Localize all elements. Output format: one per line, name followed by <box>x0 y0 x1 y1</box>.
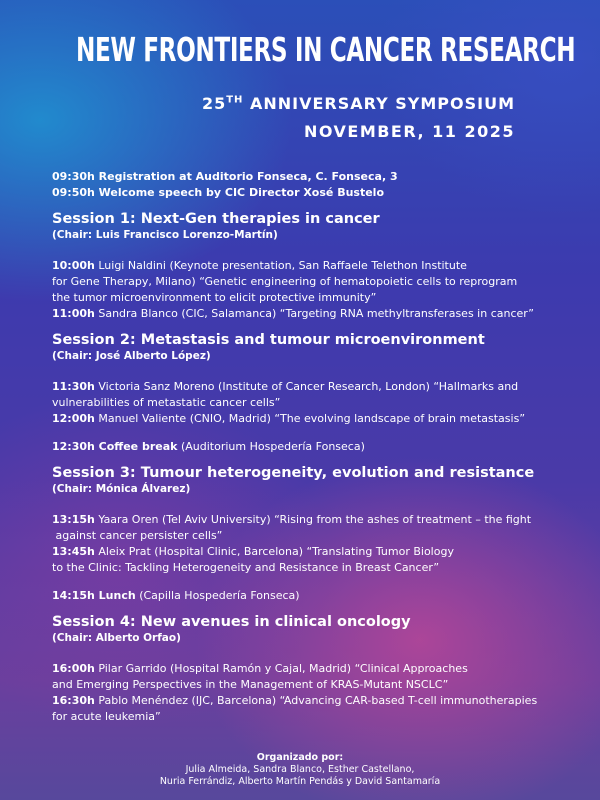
subtitle-text: ANNIVERSARY SYMPOSIUM <box>249 94 515 113</box>
talk-text: Pablo Menéndez (IJC, Barcelona) “Advancing CAR-based T-cell immunotherapies <box>98 694 538 707</box>
talk-text: against cancer persister cells” <box>52 529 223 542</box>
talk <box>52 258 572 306</box>
talk-time: 12:00h <box>52 412 95 425</box>
session-3-chair: (Chair: Mónica Álvarez) <box>52 483 191 495</box>
opening-registration: 09:30h Registration at Auditorio Fonseca, C. Fonseca, 3 <box>52 170 398 183</box>
talk-time: 16:30h <box>52 694 95 707</box>
organizers-line: Nuria Ferrándiz, Alberto Martín Pendás y David Santamaría <box>159 776 441 787</box>
talk-time: 13:45h <box>52 545 95 558</box>
opening-welcome: 09:50h Welcome speech by CIC Director Xosé Bustelo <box>52 186 385 199</box>
talk <box>52 379 572 411</box>
talk-text: Luigi Naldini (Keynote presentation, San Raffaele Telethon Institute <box>98 259 467 272</box>
talk-text: to the Clinic: Tackling Heterogeneity and Resistance in Breast Cancer” <box>52 561 440 574</box>
talk <box>52 411 572 427</box>
talk-text: vulnerabilities of metastatic cancer cells” <box>52 396 281 409</box>
talk-text: for acute leukemia” <box>52 710 161 723</box>
break-time: 14:15h Lunch <box>52 589 136 602</box>
page-title: NEW FRONTIERS IN CANCER RESEARCH <box>76 30 576 69</box>
talk-time: 16:00h <box>52 662 95 675</box>
talk <box>52 512 572 544</box>
talk-time: 11:30h <box>52 380 95 393</box>
break-place: (Capilla Hospedería Fonseca) <box>139 589 300 602</box>
talk-text: for Gene Therapy, Milano) “Genetic engineering of hematopoietic cells to reprogram <box>52 275 518 288</box>
session-4-title: Session 4: New avenues in clinical oncology <box>52 614 411 630</box>
talk-time: 13:15h <box>52 513 95 526</box>
talk-text: Yaara Oren (Tel Aviv University) “Rising from the ashes of treatment – the fight <box>98 513 532 526</box>
session-4-chair: (Chair: Alberto Orfao) <box>52 632 181 644</box>
talk <box>52 306 572 322</box>
talk-text: Pilar Garrido (Hospital Ramón y Cajal, Madrid) “Clinical Approaches <box>98 662 468 675</box>
talk <box>52 661 572 693</box>
organizers <box>0 752 600 788</box>
session-2-title: Session 2: Metastasis and tumour microenvironment <box>52 332 485 348</box>
talk-text: Aleix Prat (Hospital Clinic, Barcelona) “Translating Tumor Biology <box>98 545 454 558</box>
talk-time: 10:00h <box>52 259 95 272</box>
lunch-break <box>52 588 572 604</box>
session-2-chair: (Chair: José Alberto López) <box>52 350 211 362</box>
event-subtitle <box>202 94 515 113</box>
break-time: 12:30h Coffee break <box>52 440 178 453</box>
session-1-chair: (Chair: Luis Francisco Lorenzo-Martín) <box>52 229 278 241</box>
talk-text: and Emerging Perspectives in the Management of KRAS-Mutant NSCLC” <box>52 678 449 691</box>
talk-time: 11:00h <box>52 307 95 320</box>
program <box>52 169 572 725</box>
session-3-title: Session 3: Tumour heterogeneity, evolution and resistance <box>52 465 535 481</box>
talk-text: Manuel Valiente (CNIO, Madrid) “The evolving landscape of brain metastasis” <box>98 412 526 425</box>
talk <box>52 693 572 725</box>
subtitle-suffix: TH <box>226 94 244 106</box>
coffee-break <box>52 439 572 455</box>
subtitle-number: 25 <box>201 94 227 113</box>
talk-text: Victoria Sanz Moreno (Institute of Cancer Research, London) “Hallmarks and <box>98 380 519 393</box>
organizers-line: Julia Almeida, Sandra Blanco, Esther Castellano, <box>185 764 415 775</box>
break-place: (Auditorium Hospedería Fonseca) <box>180 440 365 453</box>
talk <box>52 544 572 576</box>
talk-text: Sandra Blanco (CIC, Salamanca) “Targeting RNA methyltransferases in cancer” <box>98 307 534 320</box>
session-1-title: Session 1: Next-Gen therapies in cancer <box>52 211 380 227</box>
talk-text: the tumor microenvironment to elicit protective immunity” <box>52 291 377 304</box>
organizers-label: Organizado por: <box>256 752 344 763</box>
event-date: NOVEMBER, 11 2025 <box>303 122 515 141</box>
